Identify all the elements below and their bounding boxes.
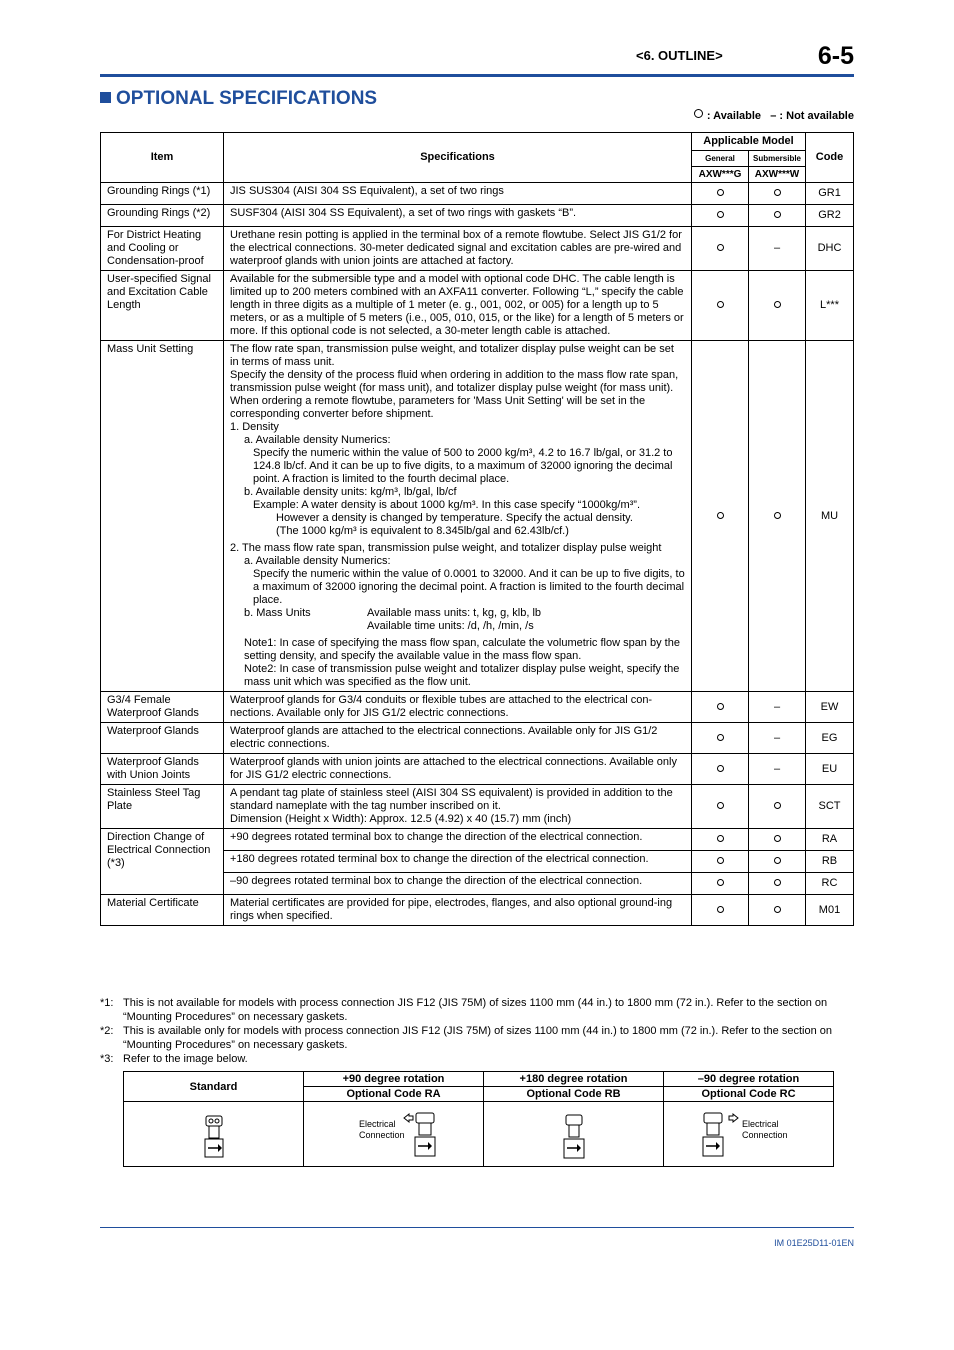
table-row [101, 205, 854, 227]
table-row [101, 895, 854, 926]
col-general: General [692, 151, 749, 167]
col-applicable-model: Applicable Model [692, 133, 806, 151]
available-mark [717, 244, 724, 251]
row-code: M01 [806, 895, 854, 926]
row-spec: Waterproof glands for G3/4 conduits or flexible tubes are attached to the electrical con-nections. Available only for JIS G1/2 electric connections. [224, 692, 692, 723]
header-rule [100, 74, 854, 77]
row-spec: JIS SUS304 (AISI 304 SS Equivalent), a set of two rings [224, 183, 692, 205]
available-mark [717, 835, 724, 842]
available-mark [717, 703, 724, 710]
row-spec: Available for the submersible type and a model with optional code DHC. The cable length is limited up to 200 meters combined with an AXFA11 converter. Following “L,” specify the cable length in three digits as a multiple of 1 meter (e. g., 001, 002, or 005) for a length up to 5 meters, or as a multiple of 5 meters (i.e., 005, 010, 015, or the like) for a length of 5 meters or more. If this optional code is not selected, a 30-meter length cable is attached. [224, 271, 692, 341]
row-item: Stainless Steel Tag Plate [101, 785, 224, 829]
row-item: For District Heating and Cooling or Condensation-proof [101, 227, 224, 271]
row-item: Grounding Rings (*1) [101, 183, 224, 205]
available-mark [717, 211, 724, 218]
available-mark [774, 512, 781, 519]
footnotes [100, 996, 854, 1066]
row-spec: –90 degrees rotated terminal box to change the direction of the electrical connection. [224, 873, 692, 895]
row-code: RA [806, 829, 854, 851]
available-mark [717, 879, 724, 886]
available-mark [774, 802, 781, 809]
flowtube-rb-icon [562, 1114, 586, 1160]
available-mark [774, 189, 781, 196]
row-item: User-specified Signal and Excitation Cable Length [101, 271, 224, 341]
not-available-mark: – [749, 227, 806, 271]
rc-code: Optional Code RC [664, 1087, 834, 1102]
row-code: SCT [806, 785, 854, 829]
col-general-model: AXW***G [692, 167, 749, 183]
row-spec: +180 degrees rotated terminal box to change the direction of the electrical connection. [224, 851, 692, 873]
flowtube-rc-icon [702, 1112, 742, 1158]
available-mark [774, 211, 781, 218]
footnote: *2: This is available only for models with process connection JIS F12 (JIS 75M) of sizes 1100 mm (44 in.) to 1800 mm (72 in.). Refer to the section on “Mounting Procedures” on necessary gaskets. [100, 1025, 832, 1051]
available-mark [717, 512, 724, 519]
available-mark [717, 301, 724, 308]
square-bullet-icon [100, 92, 111, 103]
row-item: G3/4 Female Waterproof Glands [101, 692, 224, 723]
row-code: GR1 [806, 183, 854, 205]
table-row [101, 341, 854, 692]
availability-legend [694, 110, 854, 122]
row-item: Waterproof Glands with Union Joints [101, 754, 224, 785]
available-mark [774, 879, 781, 886]
optional-specifications-table [100, 132, 854, 926]
page-number: 6-5 [817, 42, 854, 70]
ra-code: Optional Code RA [304, 1087, 484, 1102]
rotation-image-table [123, 1071, 834, 1167]
table-row [101, 183, 854, 205]
row-item: Waterproof Glands [101, 723, 224, 754]
row-spec: A pendant tag plate of stainless steel (AISI 304 SS equivalent) is provided in addition to the standard nameplate with the tag number inscribed on it. Dimension (Height x Width): Approx. 12.5 (4.92) x 40 (15.7) mm (inch) [224, 785, 692, 829]
chapter-heading: <6. OUTLINE> [636, 48, 723, 63]
row-spec: Urethane resin potting is applied in the terminal box of a remote flowtube. Select JIS G1/2 for the electrical connections. 30-meter dedicated signal and excitation cables are pre-wired and waterproof glands with union joints are attached at factory. [224, 227, 692, 271]
available-mark [717, 802, 724, 809]
row-code: RC [806, 873, 854, 895]
row-code: DHC [806, 227, 854, 271]
available-mark [717, 189, 724, 196]
rc-image: Electrical Connection [664, 1102, 834, 1167]
row-spec: The flow rate span, transmission pulse weight, and totalizer display pulse weight can be set in terms of mass unit. Specify the density of the process fluid when ordering in addition to the mass flow rate span, transmission pulse weight (for mass unit), and totalizer display pulse weight (for mass unit). When ordering a remote flowtube, parameters for 'Mass Unit Setting' will be set in the corresponding converter before shipment. 1. Density a. Available density Numerics: Specify the numeric within the value of 500 to 2000 kg/m³, 4.2 to 16.7 lb/gal, or 31.2 to 124.8 lb/cf. And it can be up to five digits, to a maximum of 32000 ignoring the decimal point. A fraction is limited to the fourth decimal place. b. Available density units: kg/m³, lb/gal, lb/cf Example: A water density is about 1000 kg/m³. In this case specify “1000kg/m³”. However a density is changed by temperature. Specify the actual density. (The 1000 kg/m³ is equivalent to 8.345lb/gal and 62.43lb/cf.) 2. The mass flow rate span, transmission pulse weight, and totalizer display pulse weight a. Available density Numerics: Specify the numeric within the value of 0.0001 to 32000. And it can be up to five digits, to a maximum of 32000 ignoring the decimal point. A fraction is limited to the fourth decimal place. b. Mass Units Available mass units: t, kg, g, klb, lb Available time units: /d, /h, /min, /s Note1: In case of specifying the mass flow span, calculate the volumetric flow span by the setting density, and specify the available value in the mass flow span. Note2: In case of transmission pulse weight and totalizer display pulse weight, specify the mass unit which was specified as the flow unit. [224, 341, 692, 692]
section-title [100, 88, 377, 110]
table-row [101, 785, 854, 829]
rb-image [484, 1102, 664, 1167]
standard-heading: Standard [124, 1072, 304, 1102]
table-row [101, 271, 854, 341]
row-code: GR2 [806, 205, 854, 227]
row-spec: Waterproof glands with union joints are attached to the electrical connections. Available only for JIS G1/2 electric connections. [224, 754, 692, 785]
row-item: Mass Unit Setting [101, 341, 224, 692]
ra-heading: +90 degree rotation [304, 1072, 484, 1087]
footnote: *3: Refer to the image below. [100, 1053, 248, 1065]
not-available-mark: – [749, 692, 806, 723]
available-circle-icon [694, 109, 703, 118]
row-item: Material Certificate [101, 895, 224, 926]
ra-image: Electrical Connection [304, 1102, 484, 1167]
not-available-mark: – [749, 723, 806, 754]
table-row [101, 829, 854, 851]
col-submersible: Submersible [749, 151, 806, 167]
available-mark [717, 734, 724, 741]
row-spec: Material certificates are provided for pipe, electrodes, flanges, and also optional ground-ing rings when specified. [224, 895, 692, 926]
available-mark [774, 301, 781, 308]
available-mark [717, 765, 724, 772]
row-item: Direction Change of Electrical Connection (*3) [101, 829, 224, 895]
not-available-mark: – [749, 754, 806, 785]
table-row [101, 227, 854, 271]
table-row [101, 754, 854, 785]
row-code: MU [806, 341, 854, 692]
available-mark [774, 906, 781, 913]
row-item: Grounding Rings (*2) [101, 205, 224, 227]
available-mark [774, 857, 781, 864]
col-item: Item [101, 133, 224, 183]
available-mark [717, 906, 724, 913]
footer-rule [100, 1227, 854, 1228]
row-code: L*** [806, 271, 854, 341]
flowtube-standard-icon [202, 1115, 226, 1159]
col-code: Code [806, 133, 854, 183]
row-spec: SUSF304 (AISI 304 SS Equivalent), a set of two rings with gaskets “B”. [224, 205, 692, 227]
standard-image [124, 1102, 304, 1167]
row-code: RB [806, 851, 854, 873]
table-header-row [101, 133, 854, 151]
legend-not-available: – : Not available [770, 110, 854, 122]
rb-code: Optional Code RB [484, 1087, 664, 1102]
rc-heading: –90 degree rotation [664, 1072, 834, 1087]
available-mark [774, 835, 781, 842]
rb-heading: +180 degree rotation [484, 1072, 664, 1087]
table-row [101, 692, 854, 723]
row-spec: +90 degrees rotated terminal box to change the direction of the electrical connection. [224, 829, 692, 851]
flowtube-ra-icon [402, 1112, 452, 1158]
row-code: EU [806, 754, 854, 785]
row-code: EW [806, 692, 854, 723]
footnote: *1: This is not available for models with process connection JIS F12 (JIS 75M) of sizes 1100 mm (44 in.) to 1800 mm (72 in.). Refer to the section on “Mounting Procedures” on necessary gaskets. [100, 997, 828, 1023]
available-mark [717, 857, 724, 864]
row-code: EG [806, 723, 854, 754]
col-submersible-model: AXW***W [749, 167, 806, 183]
row-spec: Waterproof glands are attached to the electrical connections. Available only for JIS G1/2 electric connections. [224, 723, 692, 754]
section-title-text: OPTIONAL SPECIFICATIONS [116, 88, 378, 109]
document-id: IM 01E25D11-01EN [774, 1238, 854, 1248]
legend-available: : Available [706, 110, 762, 122]
table-row [101, 723, 854, 754]
col-spec: Specifications [224, 133, 692, 183]
